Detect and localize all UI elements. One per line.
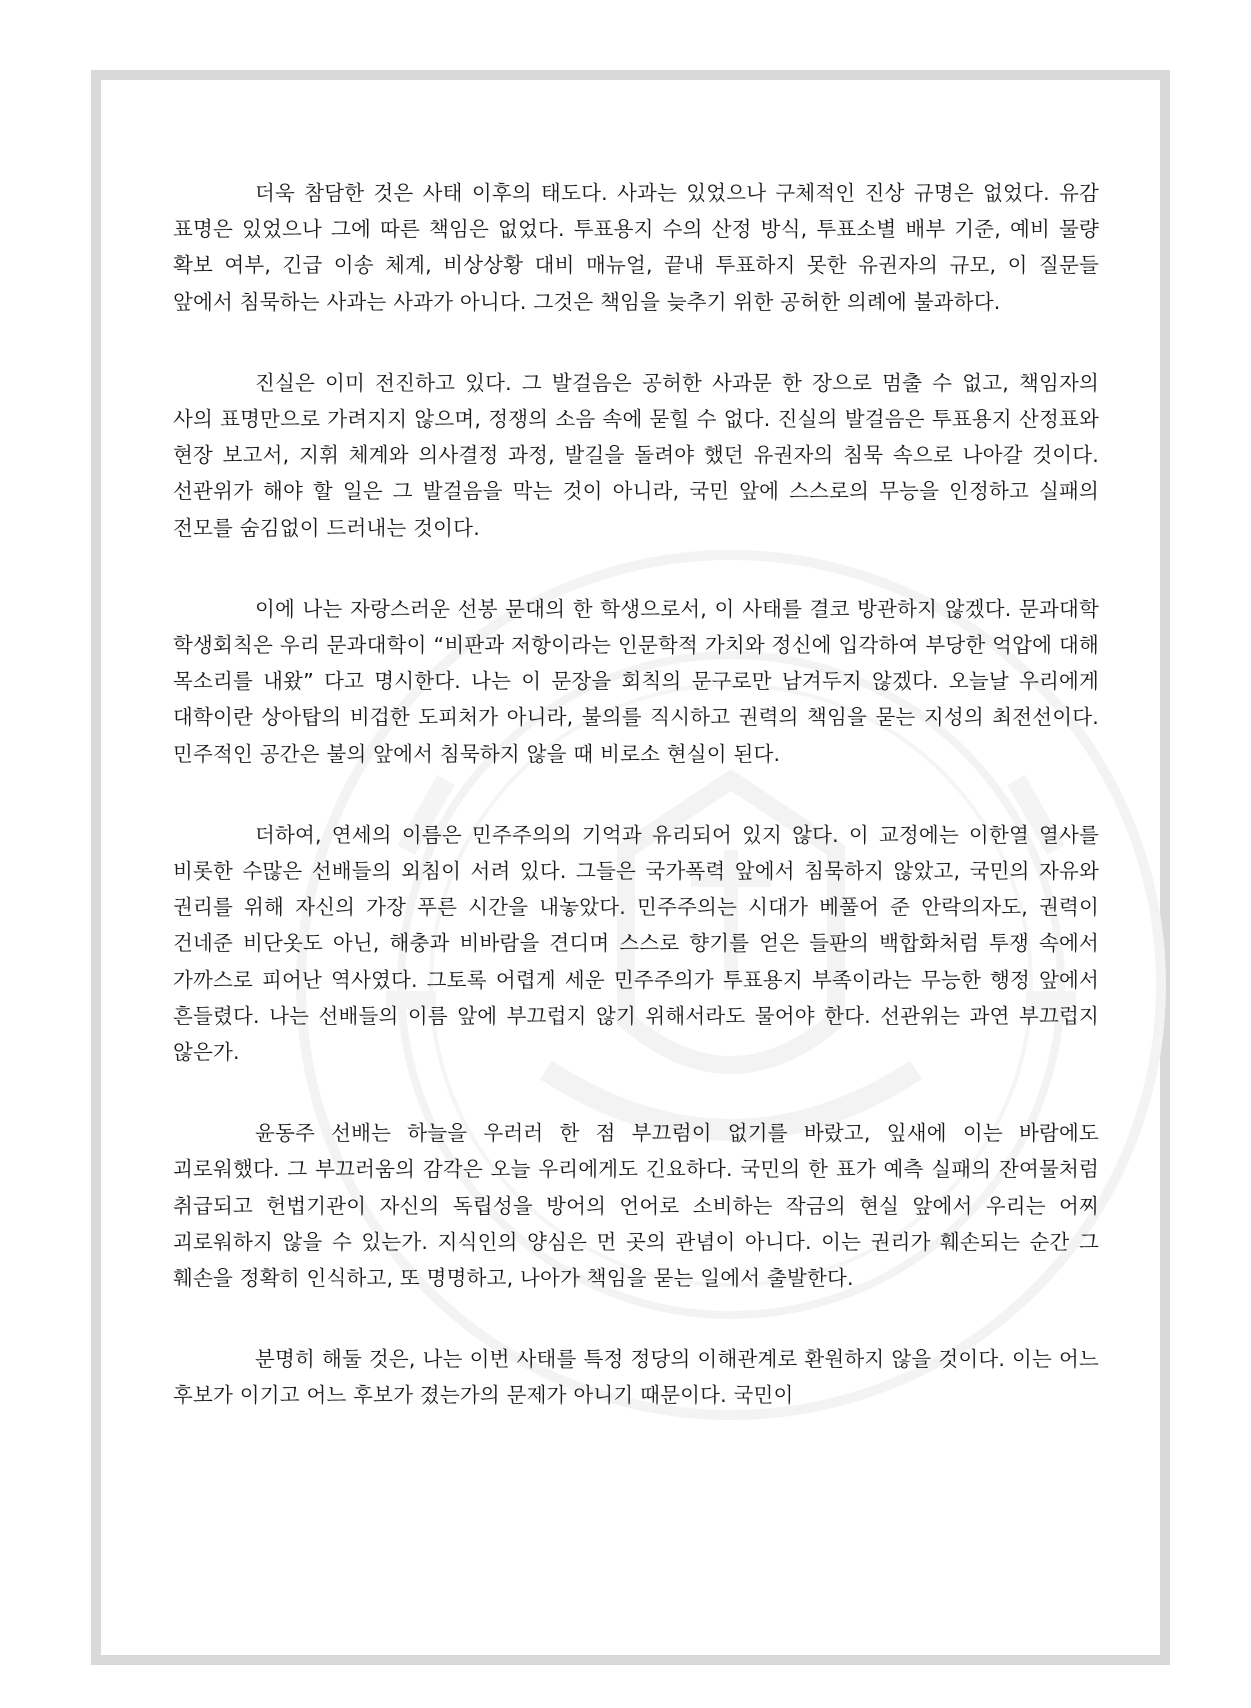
document-page (91, 70, 1170, 1665)
paragraph-5: 윤동주 선배는 하늘을 우러러 한 점 부끄럼이 없기를 바랐고, 잎새에 이는 바람에도 괴로워했다. 그 부끄러움의 감각은 오늘 우리에게도 긴요하다. 국민의 한 표가 예측 실패의 잔여물처럼 취급되고 헌법기관이 자신의 독립성을 방어의 언어로 소비하는 작금의 현실 앞에서 우리는 어찌 괴로워하지 않을 수 있는가. 지식인의 양심은 먼 곳의 관념이 아니다. 이는 권리가 훼손되는 순간 그 훼손을 정확히 인식하고, 또 명명하고, 나아가 책임을 묻는 일에서 출발한다. (173, 1121, 1099, 1291)
paragraph-2: 진실은 이미 전진하고 있다. 그 발걸음은 공허한 사과문 한 장으로 멈출 수 없고, 책임자의 사의 표명만으로 가려지지 않으며, 정쟁의 소음 속에 묻힐 수 없다. 진실의 발걸음은 투표용지 산정표와 현장 보고서, 지휘 체계와 의사결정 과정, 발길을 돌려야 했던 유권자의 침묵 속으로 나아갈 것이다. 선관위가 해야 할 일은 그 발걸음을 막는 것이 아니라, 국민 앞에 스스로의 무능을 인정하고 실패의 전모를 숨김없이 드러내는 것이다. (173, 370, 1099, 540)
paragraph-6: 분명히 해둘 것은, 나는 이번 사태를 특정 정당의 이해관계로 환원하지 않을 것이다. 이는 어느 후보가 이기고 어느 후보가 졌는가의 문제가 아니기 때문이다. 국민이 (173, 1347, 1099, 1408)
paragraph-3: 이에 나는 자랑스러운 선봉 문대의 한 학생으로서, 이 사태를 결코 방관하지 않겠다. 문과대학 학생회칙은 우리 문과대학이 “비판과 저항이라는 인문학적 가치와 정신에 입각하여 부당한 억압에 대해 목소리를 내왔” 다고 명시한다. 나는 이 문장을 회칙의 문구로만 남겨두지 않겠다. 오늘날 우리에게 대학이란 상아탑의 비겁한 도피처가 아니라, 불의를 직시하고 권력의 책임을 묻는 지성의 최전선이다. 민주적인 공간은 불의 앞에서 침묵하지 않을 때 비로소 현실이 된다. (173, 596, 1099, 766)
paragraph-4: 더하여, 연세의 이름은 민주주의의 기억과 유리되어 있지 않다. 이 교정에는 이한열 열사를 비롯한 수많은 선배들의 외침이 서려 있다. 그들은 국가폭력 앞에서 침묵하지 않았고, 국민의 자유와 권리를 위해 자신의 가장 푸른 시간을 내놓았다. 민주주의는 시대가 베풀어 준 안락의자도, 권력이 건네준 비단옷도 아닌, 해충과 비바람을 견디며 스스로 향기를 얻은 들판의 백합화처럼 투쟁 속에서 가까스로 피어난 역사였다. 그토록 어렵게 세운 민주주의가 투표용지 부족이라는 무능한 행정 앞에서 흔들렸다. 나는 선배들의 이름 앞에 부끄럽지 않기 위해서라도 물어야 한다. 선관위는 과연 부끄럽지 않은가. (173, 822, 1099, 1065)
document-body (173, 175, 1099, 1459)
paragraph-1: 더욱 참담한 것은 사태 이후의 태도다. 사과는 있었으나 구체적인 진상 규명은 없었다. 유감 표명은 있었으나 그에 따른 책임은 없었다. 투표용지 수의 산정 방식, 투표소별 배부 기준, 예비 물량 확보 여부, 긴급 이송 체계, 비상상황 대비 매뉴얼, 끝내 투표하지 못한 유권자의 규모, 이 질문들 앞에서 침묵하는 사과는 사과가 아니다. 그것은 책임을 늦추기 위한 공허한 의례에 불과하다. (173, 181, 1099, 314)
